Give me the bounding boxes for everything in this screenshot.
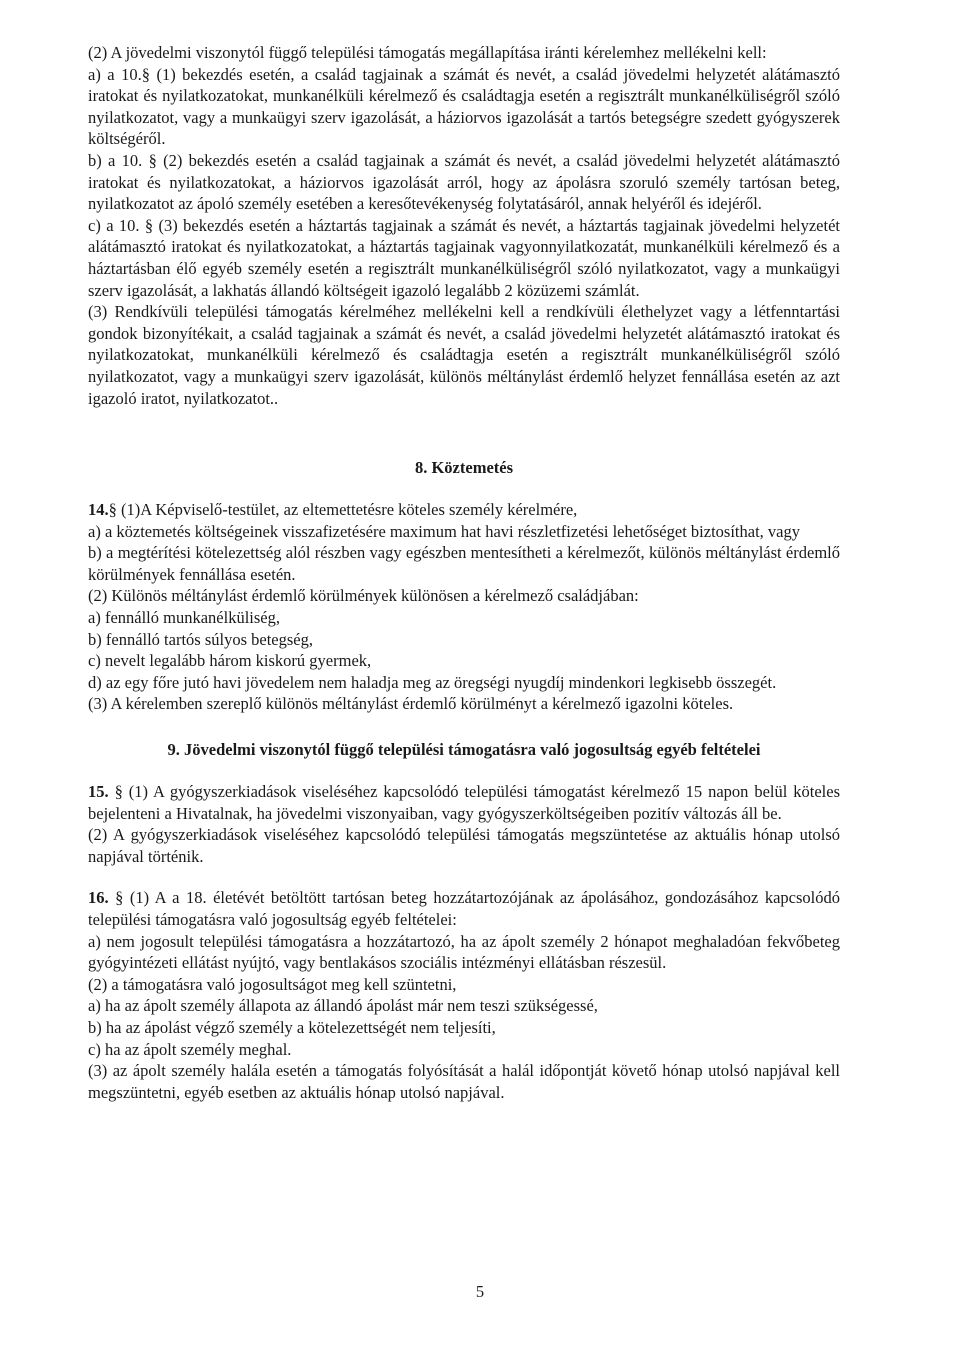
paragraph: a) a köztemetés költségeinek visszafizetésére maximum hat havi részletfizetési lehetőséget biztosíthat, vagy (88, 521, 800, 541)
paragraph: a) fennálló munkanélküliség, (88, 608, 280, 628)
paragraph: a) nem jogosult települési támogatásra a hozzátartozó, ha az ápolt személy 2 hónapot meghaladóan fekvőbeteg gyógyintézeti ellátást nyújtó, vagy bentlakásos szociális intézményi ellátásban részesül. (88, 931, 840, 973)
paragraph-text: § (1) A a 18. életévét betöltött tartósan beteg hozzátartozójának az ápolásához, gondozásához kapcsolódó települési támogatásra való jogosultság egyéb feltételei: (88, 888, 840, 929)
paragraph-number: 14. (88, 500, 109, 520)
paragraph: (3) A kérelemben szereplő különös méltánylást érdemlő körülményt a kérelmező igazolni köteles. (88, 694, 734, 714)
paragraph-number: 16. (88, 888, 109, 908)
section-heading-9: 9. Jövedelmi viszonytól függő települési támogatásra való jogosultság egyéb feltételei (167, 740, 761, 760)
paragraph: b) ha az ápolást végző személy a kötelezettségét nem teljesíti, (88, 1017, 496, 1037)
page-body (88, 42, 840, 1103)
paragraph-text: § (1)A Képviselő-testület, az eltemettetésre köteles személy kérelmére, (108, 500, 578, 520)
paragraph: (2) Különös méltánylást érdemlő körülmények különösen a kérelmező családjában: (88, 586, 639, 606)
paragraph: a) ha az ápolt személy állapota az állandó ápolást már nem teszi szükségessé, (88, 996, 598, 1016)
paragraph-number: 15. (88, 782, 109, 802)
paragraph: d) az egy főre jutó havi jövedelem nem haladja meg az öregségi nyugdíj mindenkori legkisebb összegét. (88, 672, 777, 692)
paragraph: b) fennálló tartós súlyos betegség, (88, 629, 313, 649)
paragraph: (2) A jövedelmi viszonytól függő települési támogatás megállapítása iránti kérelemhez mellékelni kell: (88, 43, 767, 62)
paragraph: c) nevelt legalább három kiskorú gyermek, (88, 651, 372, 671)
paragraph: c) a 10. § (3) bekezdés esetén a háztartás tagjainak a számát és nevét, a háztartás tagjainak jövedelmi helyzetét alátámasztó iratokat és nyilatkozatokat, a háztartás tagjainak vagyonnyilatkozatát, munkanélküli kérelmező és a háztartásban élő egyéb személy esetén a regisztrált munkanélküliségről szóló nyilatkozatot, vagy a munkaügyi szerv igazolását, a lakhatás állandó költségeit igazoló legalább 2 közüzemi számlát. (88, 215, 840, 300)
paragraph: c) ha az ápolt személy meghal. (88, 1039, 292, 1059)
section-prev (88, 42, 840, 409)
paragraph: (2) a támogatásra való jogosultságot meg kell szüntetni, (88, 974, 457, 994)
page-number: 5 (475, 1282, 485, 1301)
paragraph (88, 781, 840, 824)
paragraph-text: § (1) A gyógyszerkiadások viseléséhez kapcsolódó települési támogatást kérelmező 15 napon belül köteles bejelenteni a Hivatalnak, ha jövedelmi viszonyaiban, vagy gyógyszerköltségeiben pozitív változás áll be. (88, 782, 841, 823)
section-9-body (88, 781, 840, 1103)
paragraph: a) a 10.§ (1) bekezdés esetén, a család tagjainak a számát és nevét, a család jövedelmi helyzetét alátámasztó iratokat és nyilatkozatokat, munkanélküli kérelmező és családtagja esetén a regisztrált munkanélküliségről szóló nyilatkozatot, vagy a munkaügyi szerv igazolását, a háziorvos igazolását a tartós betegségre szedett gyógyszerek költségéről. (88, 64, 840, 149)
paragraph: b) a megtérítési kötelezettség alól részben vagy egészben mentesítheti a kérelmezőt, különös méltánylást érdemlő körülmények fennállása esetén. (88, 543, 840, 584)
paragraph: b) a 10. § (2) bekezdés esetén a család tagjainak a számát és nevét, a család jövedelmi helyzetét alátámasztó iratokat és nyilatkozatokat, a háziorvos igazolását arról, hogy az ápolásra szoruló személy tartósan beteg, nyilatkozatot az ápoló személy esetében a keresőtevékenység folytatásáról, annak helyéről és idejéről. (88, 150, 840, 214)
section-heading-8: 8. Köztemetés (414, 458, 514, 478)
paragraph: (3) az ápolt személy halála esetén a támogatás folyósítását a halál időpontját követő hónap utolsó napjával kell megszüntetni, egyéb esetben az aktuális hónap utolsó napjával. (88, 1061, 840, 1102)
paragraph (88, 887, 840, 930)
section-8-body (88, 499, 840, 715)
paragraph: (3) Rendkívüli települési támogatás kérelméhez mellékelni kell a rendkívüli élethelyzet vagy a létfenntartási gondok bizonyítékait, a család tagjainak a számát és nevét, a család jövedelmi helyzetét alátámasztó iratokat és nyilatkozatokat, munkanélküli kérelmező és családtagja esetén a regisztrált munkanélküliségről szóló nyilatkozatot, vagy a munkaügyi szerv igazolását, különös méltánylást érdemlő helyzet fennállása esetén az azt igazoló iratot, nyilatkozatot.. (88, 302, 840, 408)
paragraph (88, 499, 840, 521)
paragraph: (2) A gyógyszerkiadások viseléséhez kapcsolódó települési támogatás megszüntetése az aktuális hónap utolsó napjával történik. (88, 825, 840, 866)
